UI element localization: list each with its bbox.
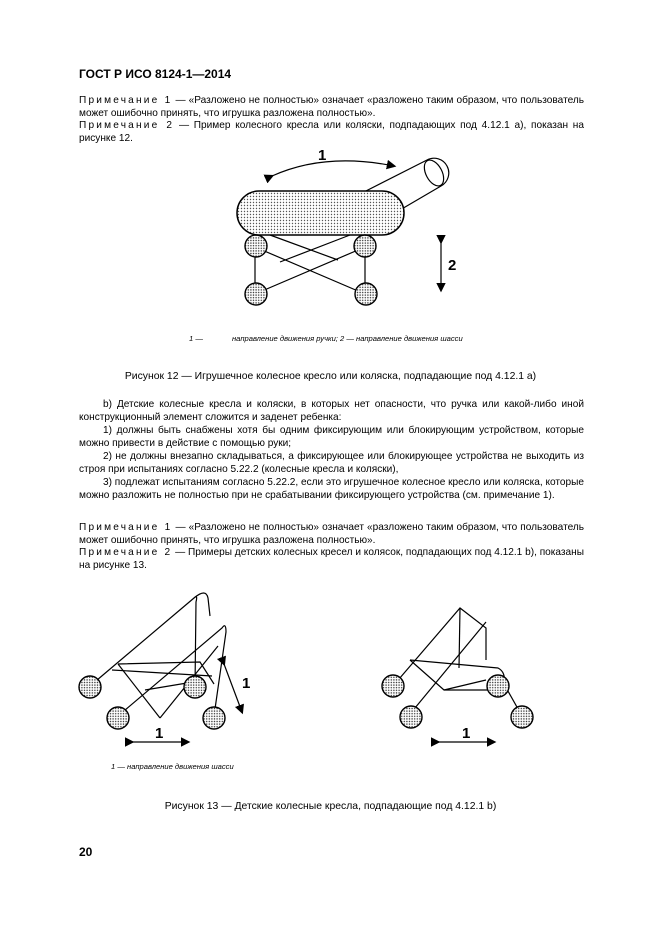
body-para-b: b) Детские колесные кресла и коляски, в которых нет опасности, что ручка или какой-либо иной конструкционный элемент сложится и заденет ребенка: bbox=[79, 399, 584, 423]
figure-13-label-1a: 1 bbox=[155, 725, 164, 742]
figure-13-legend: 1 — направление движения шасси bbox=[111, 762, 234, 771]
wheel bbox=[79, 676, 101, 698]
figure-13-caption: Рисунок 13 — Детские колесные кресла, подпадающие под 4.12.1 b) bbox=[164, 801, 497, 812]
note-label: Примечание 1 bbox=[79, 95, 173, 106]
body-item-3: 3) подлежат испытаниям согласно 5.22.2, если это игрушечное колесное кресло или коляска, которые можно разложить не полностью при не срабатывании фиксирующего устройства (см. примечание 1). bbox=[79, 477, 584, 501]
body-item-2: 2) не должны внезапно складываться, а фиксирующее или блокирующее устройства не выходить из строя при испытаниях согласно 5.22.2 (колесные кресла и коляски), bbox=[79, 451, 584, 475]
wheel bbox=[487, 675, 509, 697]
document-header: ГОСТ Р ИСО 8124-1—2014 bbox=[79, 67, 232, 81]
note-text: — «Разложено не полностью» означает «разложено таким образом, что пользователь может ошибочно принять, что игрушка разложена полностью». bbox=[79, 95, 584, 119]
body-item-1: 1) должны быть снабжены хотя бы одним фиксирующим или блокирующим устройством, которые можно привести в действие с помощью руки; bbox=[79, 425, 584, 449]
note-text: — Пример колесного кресла или коляски, подпадающих под 4.12.1 а), показан на рисунке 12. bbox=[79, 120, 584, 144]
figure-12-legend-1: 1 — bbox=[189, 334, 203, 343]
note-label: Примечание 1 bbox=[79, 522, 173, 533]
note-label: Примечание 2 bbox=[79, 547, 173, 558]
page-number: 20 bbox=[79, 845, 93, 859]
figure-12-label-1: 1 bbox=[318, 147, 327, 164]
figure-12-legend-2: направление движения ручки; 2 — направление движения шасси bbox=[232, 334, 463, 343]
wheel bbox=[203, 707, 225, 729]
chassis-arrow-left-diagonal bbox=[224, 664, 242, 712]
figure-13-label-1b: 1 bbox=[242, 675, 251, 692]
figure-12-label-2: 2 bbox=[448, 257, 457, 274]
note-label: Примечание 2 bbox=[79, 120, 175, 131]
wheel bbox=[107, 707, 129, 729]
wheel bbox=[184, 676, 206, 698]
wheel bbox=[511, 706, 533, 728]
wheel bbox=[382, 675, 404, 697]
note-text: — Примеры детских колесных кресел и колясок, подпадающих под 4.12.1 b), показаны на рисунке 13. bbox=[79, 547, 584, 571]
right-stroller-frame bbox=[393, 608, 522, 716]
figure-13-label-1c: 1 bbox=[462, 725, 471, 742]
wheel bbox=[400, 706, 422, 728]
note-text: — «Разложено не полностью» означает «разложено таким образом, что пользователь может ошибочно принять, что игрушка разложена полностью». bbox=[79, 522, 584, 546]
figure-12-caption: Рисунок 12 — Игрушечное колесное кресло или коляска, подпадающие под 4.12.1 а) bbox=[124, 371, 537, 382]
left-stroller-frame bbox=[90, 593, 226, 718]
